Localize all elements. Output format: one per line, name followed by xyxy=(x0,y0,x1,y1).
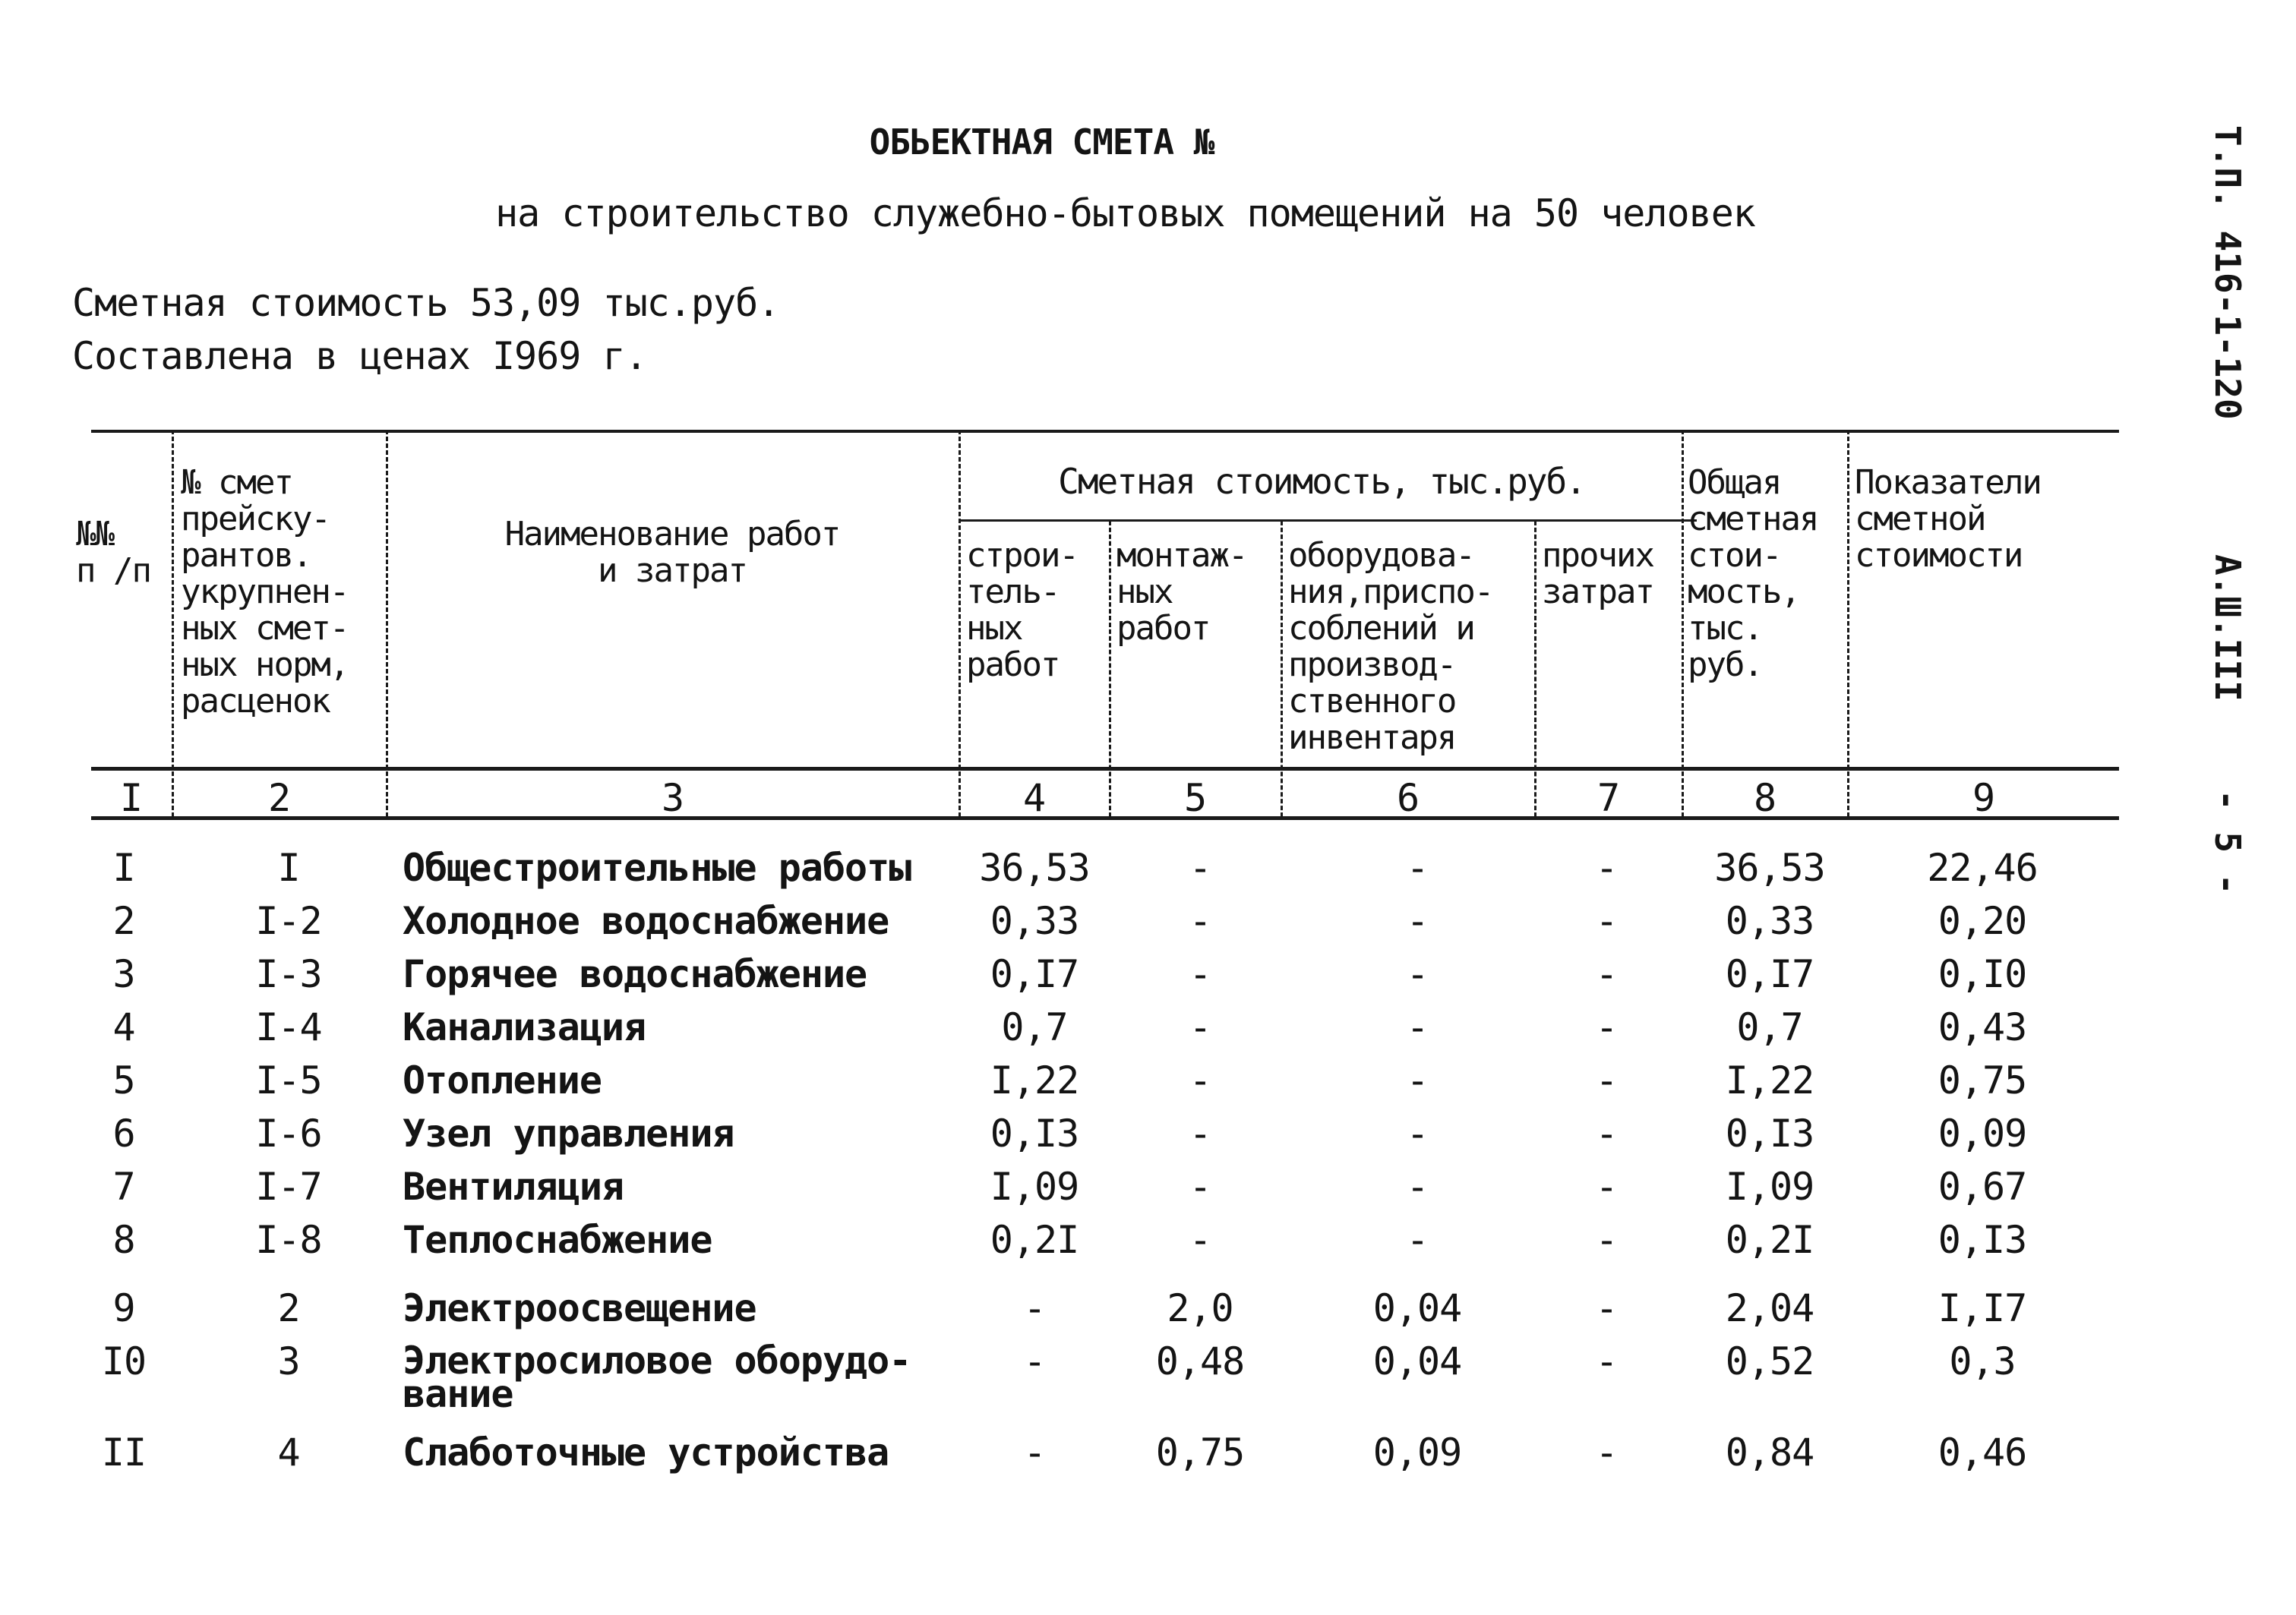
table-cell-c9: 0,I0 xyxy=(1938,952,2027,996)
table-cell-name: Общестроительные работы xyxy=(403,846,911,890)
column-divider xyxy=(1281,521,1283,817)
header-equipment: оборудова- ния,приспо- соблений и производ- ственного инвентаря xyxy=(1288,536,1493,757)
table-cell-c7: - xyxy=(1595,1430,1618,1475)
column-number: 8 xyxy=(1753,776,1777,820)
table-cell-c5: - xyxy=(1189,1058,1211,1102)
table-cell-name: Узел управления xyxy=(403,1112,734,1156)
table-cell-c5: - xyxy=(1189,1005,1211,1049)
table-cell-c6: 0,04 xyxy=(1372,1286,1462,1330)
table-cell-c6: - xyxy=(1406,1218,1429,1262)
table-cell-c6: 0,04 xyxy=(1372,1339,1462,1383)
table-cell-ref: 2 xyxy=(277,1286,300,1330)
table-cell-c8: 0,33 xyxy=(1725,899,1814,943)
table-cell-c6: - xyxy=(1406,1058,1429,1102)
table-cell-c7: - xyxy=(1595,846,1618,890)
table-cell-name: Слаботочные устройства xyxy=(403,1430,889,1475)
table-cell-c5: - xyxy=(1189,1218,1211,1262)
table-cell-c6: - xyxy=(1406,1112,1429,1156)
header-price-list-ref: № смет прейску- рантов. укрупнен- ных смет- ных норм, расценок xyxy=(181,463,349,721)
table-cell-c7: - xyxy=(1595,1218,1618,1262)
header-cost-group: Сметная стоимость, тыс.руб. xyxy=(1058,461,1585,502)
table-cell-ref: I-8 xyxy=(255,1218,322,1262)
table-cell-c7: - xyxy=(1595,1286,1618,1330)
table-cell-n: II xyxy=(101,1430,147,1475)
table-cell-c8: 0,I3 xyxy=(1725,1112,1814,1156)
document-subtitle: на строительство служебно-бытовых помещений на 50 человек xyxy=(495,191,1755,235)
column-number: 6 xyxy=(1396,776,1420,820)
table-cell-n: 6 xyxy=(112,1112,135,1156)
table-cell-c4: 0,33 xyxy=(990,899,1079,943)
column-divider xyxy=(1682,430,1684,817)
table-cell-n: 9 xyxy=(112,1286,135,1330)
table-cell-c5: 0,48 xyxy=(1155,1339,1245,1383)
table-cell-c4: 36,53 xyxy=(979,846,1090,890)
table-cell-ref: I-4 xyxy=(255,1005,322,1049)
table-cell-name: Горячее водоснабжение xyxy=(403,952,867,996)
project-code-label: Т.П. 416-1-120 xyxy=(2207,125,2248,420)
document-title: ОБЬЕКТНАЯ СМЕТА № xyxy=(869,121,1214,162)
table-cell-c4: - xyxy=(1023,1286,1046,1330)
table-cell-name: Вентиляция xyxy=(403,1165,624,1209)
column-divider xyxy=(1109,521,1111,817)
table-cell-c5: 2,0 xyxy=(1167,1286,1233,1330)
prices-year-line: Составлена в ценах I969 г. xyxy=(72,334,647,378)
table-cell-c5: - xyxy=(1189,846,1211,890)
column-number: 5 xyxy=(1183,776,1208,820)
table-cell-name: Электросиловое оборудо- вание xyxy=(403,1339,911,1416)
table-cell-c9: 0,67 xyxy=(1938,1165,2027,1209)
table-cell-c4: I,09 xyxy=(990,1165,1079,1209)
table-cell-n: I xyxy=(112,846,135,890)
column-divider xyxy=(172,430,174,817)
group-header-rule xyxy=(959,519,1697,522)
table-cell-ref: 3 xyxy=(277,1339,300,1383)
table-cell-c7: - xyxy=(1595,1058,1618,1102)
table-cell-n: 8 xyxy=(112,1218,135,1262)
header-total-cost: Общая сметная стои- мость, тыс. руб. xyxy=(1688,463,1818,684)
table-cell-c4: I,22 xyxy=(990,1058,1079,1102)
table-cell-name: Теплоснабжение xyxy=(403,1218,712,1262)
header-other-costs: прочих затрат xyxy=(1542,536,1653,611)
table-cell-c9: 0,20 xyxy=(1938,899,2027,943)
table-cell-c6: - xyxy=(1406,846,1429,890)
table-cell-c4: 0,I7 xyxy=(990,952,1079,996)
table-cell-c7: - xyxy=(1595,952,1618,996)
table-cell-ref: I-2 xyxy=(255,899,322,943)
table-cell-c9: 0,09 xyxy=(1938,1112,2027,1156)
table-cell-c4: - xyxy=(1023,1339,1046,1383)
table-cell-n: 4 xyxy=(112,1005,135,1049)
table-cell-ref: I-6 xyxy=(255,1112,322,1156)
column-number: 7 xyxy=(1596,776,1621,820)
table-top-rule xyxy=(91,430,2119,433)
table-cell-c8: 0,84 xyxy=(1725,1430,1814,1475)
header-work-name: Наименование работ и затрат xyxy=(504,515,840,590)
header-construction-works: строи- тель- ных работ xyxy=(966,536,1078,684)
table-cell-c8: 0,I7 xyxy=(1725,952,1814,996)
column-divider xyxy=(1534,521,1536,817)
table-cell-c7: - xyxy=(1595,1165,1618,1209)
header-bottom-rule xyxy=(91,767,2119,771)
table-cell-ref: I-3 xyxy=(255,952,322,996)
column-number: 9 xyxy=(1972,776,1996,820)
table-cell-c6: - xyxy=(1406,899,1429,943)
table-cell-n: 3 xyxy=(112,952,135,996)
album-label: А.Ш.III xyxy=(2207,554,2248,702)
table-cell-c4: 0,2I xyxy=(990,1218,1079,1262)
table-cell-c5: - xyxy=(1189,1112,1211,1156)
header-cost-indicators: Показатели сметной стоимости xyxy=(1855,463,2041,575)
table-cell-c9: 0,I3 xyxy=(1938,1218,2027,1262)
column-divider xyxy=(386,430,388,817)
column-number: 3 xyxy=(661,776,685,820)
table-cell-c8: I,22 xyxy=(1725,1058,1814,1102)
column-number: 2 xyxy=(267,776,292,820)
header-row-number: №№ п /п xyxy=(76,515,150,590)
table-cell-c8: 0,7 xyxy=(1736,1005,1803,1049)
table-cell-c9: 0,75 xyxy=(1938,1058,2027,1102)
table-cell-n: 7 xyxy=(112,1165,135,1209)
column-divider xyxy=(959,430,961,817)
table-cell-c9: 0,43 xyxy=(1938,1005,2027,1049)
table-cell-n: 2 xyxy=(112,899,135,943)
table-cell-ref: I-5 xyxy=(255,1058,322,1102)
table-cell-c4: 0,I3 xyxy=(990,1112,1079,1156)
table-cell-c9: 0,3 xyxy=(1949,1339,2016,1383)
table-cell-c8: 0,2I xyxy=(1725,1218,1814,1262)
table-cell-c6: - xyxy=(1406,1165,1429,1209)
table-cell-c4: - xyxy=(1023,1430,1046,1475)
header-installation-works: монтаж- ных работ xyxy=(1116,536,1247,648)
table-cell-c6: 0,09 xyxy=(1372,1430,1462,1475)
estimated-cost-line: Сметная стоимость 53,09 тыс.руб. xyxy=(72,281,780,325)
table-cell-c7: - xyxy=(1595,1005,1618,1049)
table-cell-ref: I-7 xyxy=(255,1165,322,1209)
table-cell-c5: 0,75 xyxy=(1155,1430,1245,1475)
table-cell-name: Отопление xyxy=(403,1058,602,1102)
table-cell-n: 5 xyxy=(112,1058,135,1102)
table-cell-c6: - xyxy=(1406,952,1429,996)
table-cell-c5: - xyxy=(1189,1165,1211,1209)
column-number: I xyxy=(119,776,144,820)
column-divider xyxy=(1847,430,1849,817)
page-number: - 5 - xyxy=(2207,790,2248,895)
table-cell-name: Холодное водоснабжение xyxy=(403,899,889,943)
table-cell-c5: - xyxy=(1189,952,1211,996)
table-cell-c7: - xyxy=(1595,1112,1618,1156)
table-cell-c8: 2,04 xyxy=(1725,1286,1814,1330)
column-number: 4 xyxy=(1022,776,1047,820)
table-cell-c4: 0,7 xyxy=(1001,1005,1068,1049)
table-cell-c5: - xyxy=(1189,899,1211,943)
table-cell-c9: 0,46 xyxy=(1938,1430,2027,1475)
table-cell-n: I0 xyxy=(101,1339,147,1383)
table-cell-c6: - xyxy=(1406,1005,1429,1049)
table-cell-c9: 22,46 xyxy=(1927,846,2038,890)
table-cell-c7: - xyxy=(1595,899,1618,943)
table-cell-c8: 0,52 xyxy=(1725,1339,1814,1383)
table-cell-c9: I,I7 xyxy=(1938,1286,2027,1330)
table-cell-name: Электроосвещение xyxy=(403,1286,756,1330)
table-cell-ref: I xyxy=(277,846,300,890)
table-cell-c7: - xyxy=(1595,1339,1618,1383)
table-cell-ref: 4 xyxy=(277,1430,300,1475)
table-cell-c8: I,09 xyxy=(1725,1165,1814,1209)
table-cell-c8: 36,53 xyxy=(1714,846,1825,890)
table-cell-name: Канализация xyxy=(403,1005,646,1049)
